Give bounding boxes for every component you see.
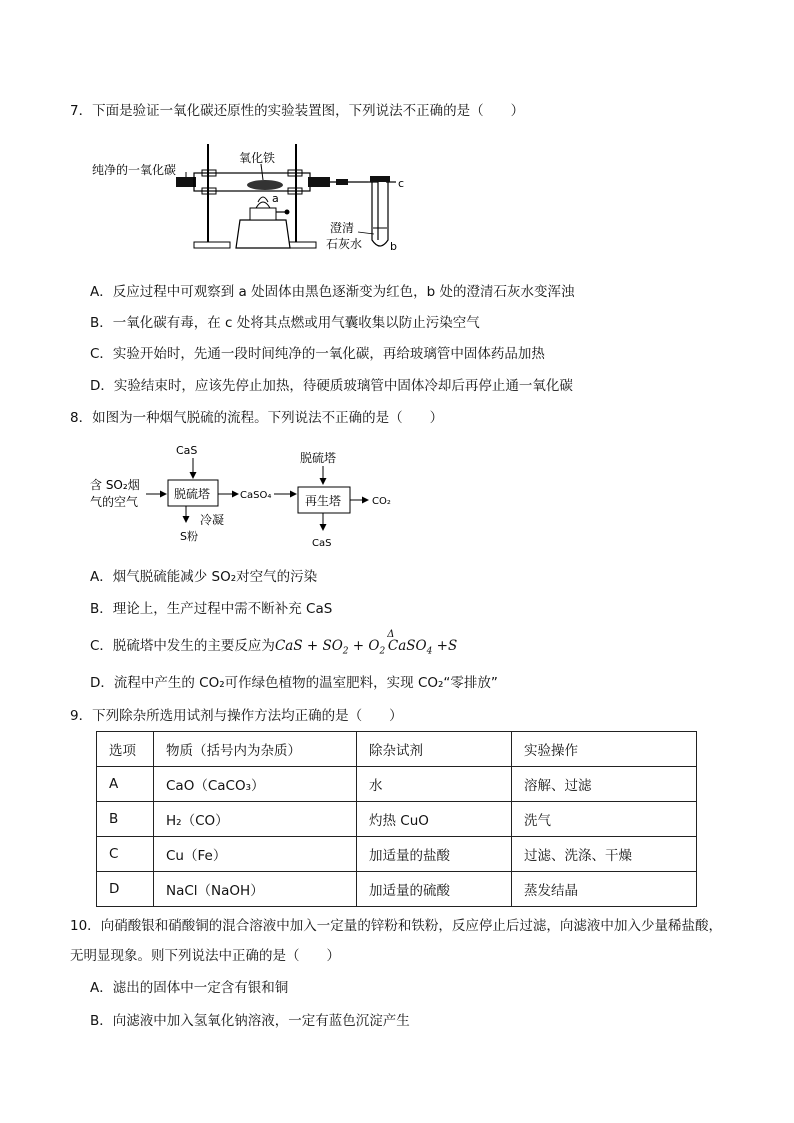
table-cell: NaCl（NaOH） xyxy=(154,872,357,907)
flow-box2-top: 脱硫塔 xyxy=(300,451,337,465)
q7-option-a: A．反应过程中可观察到 a 处固体由黑色逐渐变为红色，b 处的澄清石灰水变浑浊 xyxy=(90,284,575,300)
label-fe2o3: 氧化铁 xyxy=(239,151,276,165)
flow-condense: 冷凝 xyxy=(200,513,225,527)
table-header-row xyxy=(97,732,697,767)
table-cell: C xyxy=(97,837,154,872)
q8-option-b: B．理论上，生产过程中需不断补充 CaS xyxy=(90,601,333,617)
label-b: b xyxy=(390,240,397,253)
q8-option-a: A．烟气脱硫能减少 SO₂对空气的污染 xyxy=(90,569,318,585)
table-cell: Cu（Fe） xyxy=(154,837,357,872)
table-row xyxy=(97,837,697,872)
q7-stem: 7．下面是验证一氧化碳还原性的实验装置图，下列说法不正确的是（ ） xyxy=(70,103,525,119)
table-row xyxy=(97,872,697,907)
q9-stem: 9．下列除杂所选用试剂与操作方法均正确的是（ ） xyxy=(70,708,403,724)
table-cell: 加适量的硫酸 xyxy=(357,872,512,907)
delta-symbol: Δ xyxy=(387,629,395,640)
flow-box2: 再生塔 xyxy=(305,494,342,508)
q8-flow-diagram xyxy=(88,440,408,550)
table-cell: 溶解、过滤 xyxy=(512,767,697,802)
table-cell: B xyxy=(97,802,154,837)
flow-input-2: 气的空气 xyxy=(90,495,139,509)
q7-apparatus-diagram xyxy=(90,140,420,255)
table-header-cell: 实验操作 xyxy=(512,732,697,767)
q7-option-c: C．实验开始时，先通一段时间纯净的一氧化碳，再给玻璃管中固体药品加热 xyxy=(90,346,545,362)
q9-table xyxy=(96,731,697,907)
table-cell: 灼热 CuO xyxy=(357,802,512,837)
table-cell: 加适量的盐酸 xyxy=(357,837,512,872)
q10-option-b: B．向滤液中加入氢氧化钠溶液，一定有蓝色沉淀产生 xyxy=(90,1013,410,1029)
table-cell: 过滤、洗涤、干燥 xyxy=(512,837,697,872)
q8-option-c-prefix: C．脱硫塔中发生的主要反应为 xyxy=(90,638,275,654)
table-header-cell: 除杂试剂 xyxy=(357,732,512,767)
table-header-cell: 物质（括号内为杂质） xyxy=(154,732,357,767)
label-limewater-1: 澄清 xyxy=(330,221,355,235)
table-cell: A xyxy=(97,767,154,802)
label-limewater-2: 石灰水 xyxy=(326,237,363,251)
table-header-cell: 选项 xyxy=(97,732,154,767)
label-c: c xyxy=(398,177,405,190)
flow-cas-bottom: CaS xyxy=(312,538,332,549)
flow-cas-top: CaS xyxy=(176,444,198,457)
flow-box1: 脱硫塔 xyxy=(174,487,211,501)
table-cell: H₂（CO） xyxy=(154,802,357,837)
q8-option-d: D．流程中产生的 CO₂可作绿色植物的温室肥料，实现 CO₂“零排放” xyxy=(90,675,498,691)
table-cell: 水 xyxy=(357,767,512,802)
label-a: a xyxy=(272,192,279,205)
table-row xyxy=(97,767,697,802)
q10-option-a: A．滤出的固体中一定含有银和铜 xyxy=(90,980,289,996)
table-cell: 蒸发结晶 xyxy=(512,872,697,907)
flow-caso4: CaSO₄ xyxy=(240,490,272,501)
q7-option-d: D．实验结束时，应该先停止加热，待硬质玻璃管中固体冷却后再停止通一氧化碳 xyxy=(90,378,573,394)
label-co: 纯净的一氧化碳 xyxy=(92,163,177,177)
table-row xyxy=(97,802,697,837)
table-cell: D xyxy=(97,872,154,907)
table-cell: CaO（CaCO₃） xyxy=(154,767,357,802)
q8-option-c xyxy=(90,629,458,662)
q10-stem: 10．向硝酸银和硝酸铜的混合溶液中加入一定量的锌粉和铁粉，反应停止后过滤，向滤液中加入少量稀盐酸，无明显现象。则下列说法中正确的是（ ） xyxy=(70,918,722,964)
q8-option-c-equation: CaS + $SO_2 + O_2$ Δ CaSO$_4$ +S xyxy=(275,638,457,654)
flow-co2: CO₂ xyxy=(372,496,391,507)
flow-input-1: 含 SO₂烟 xyxy=(90,478,140,492)
table-cell: 洗气 xyxy=(512,802,697,837)
q8-stem: 8．如图为一种烟气脱硫的流程。下列说法不正确的是（ ） xyxy=(70,410,444,426)
q7-option-b: B．一氧化碳有毒，在 c 处将其点燃或用气囊收集以防止污染空气 xyxy=(90,315,480,331)
flow-s-powder: S粉 xyxy=(180,530,198,543)
